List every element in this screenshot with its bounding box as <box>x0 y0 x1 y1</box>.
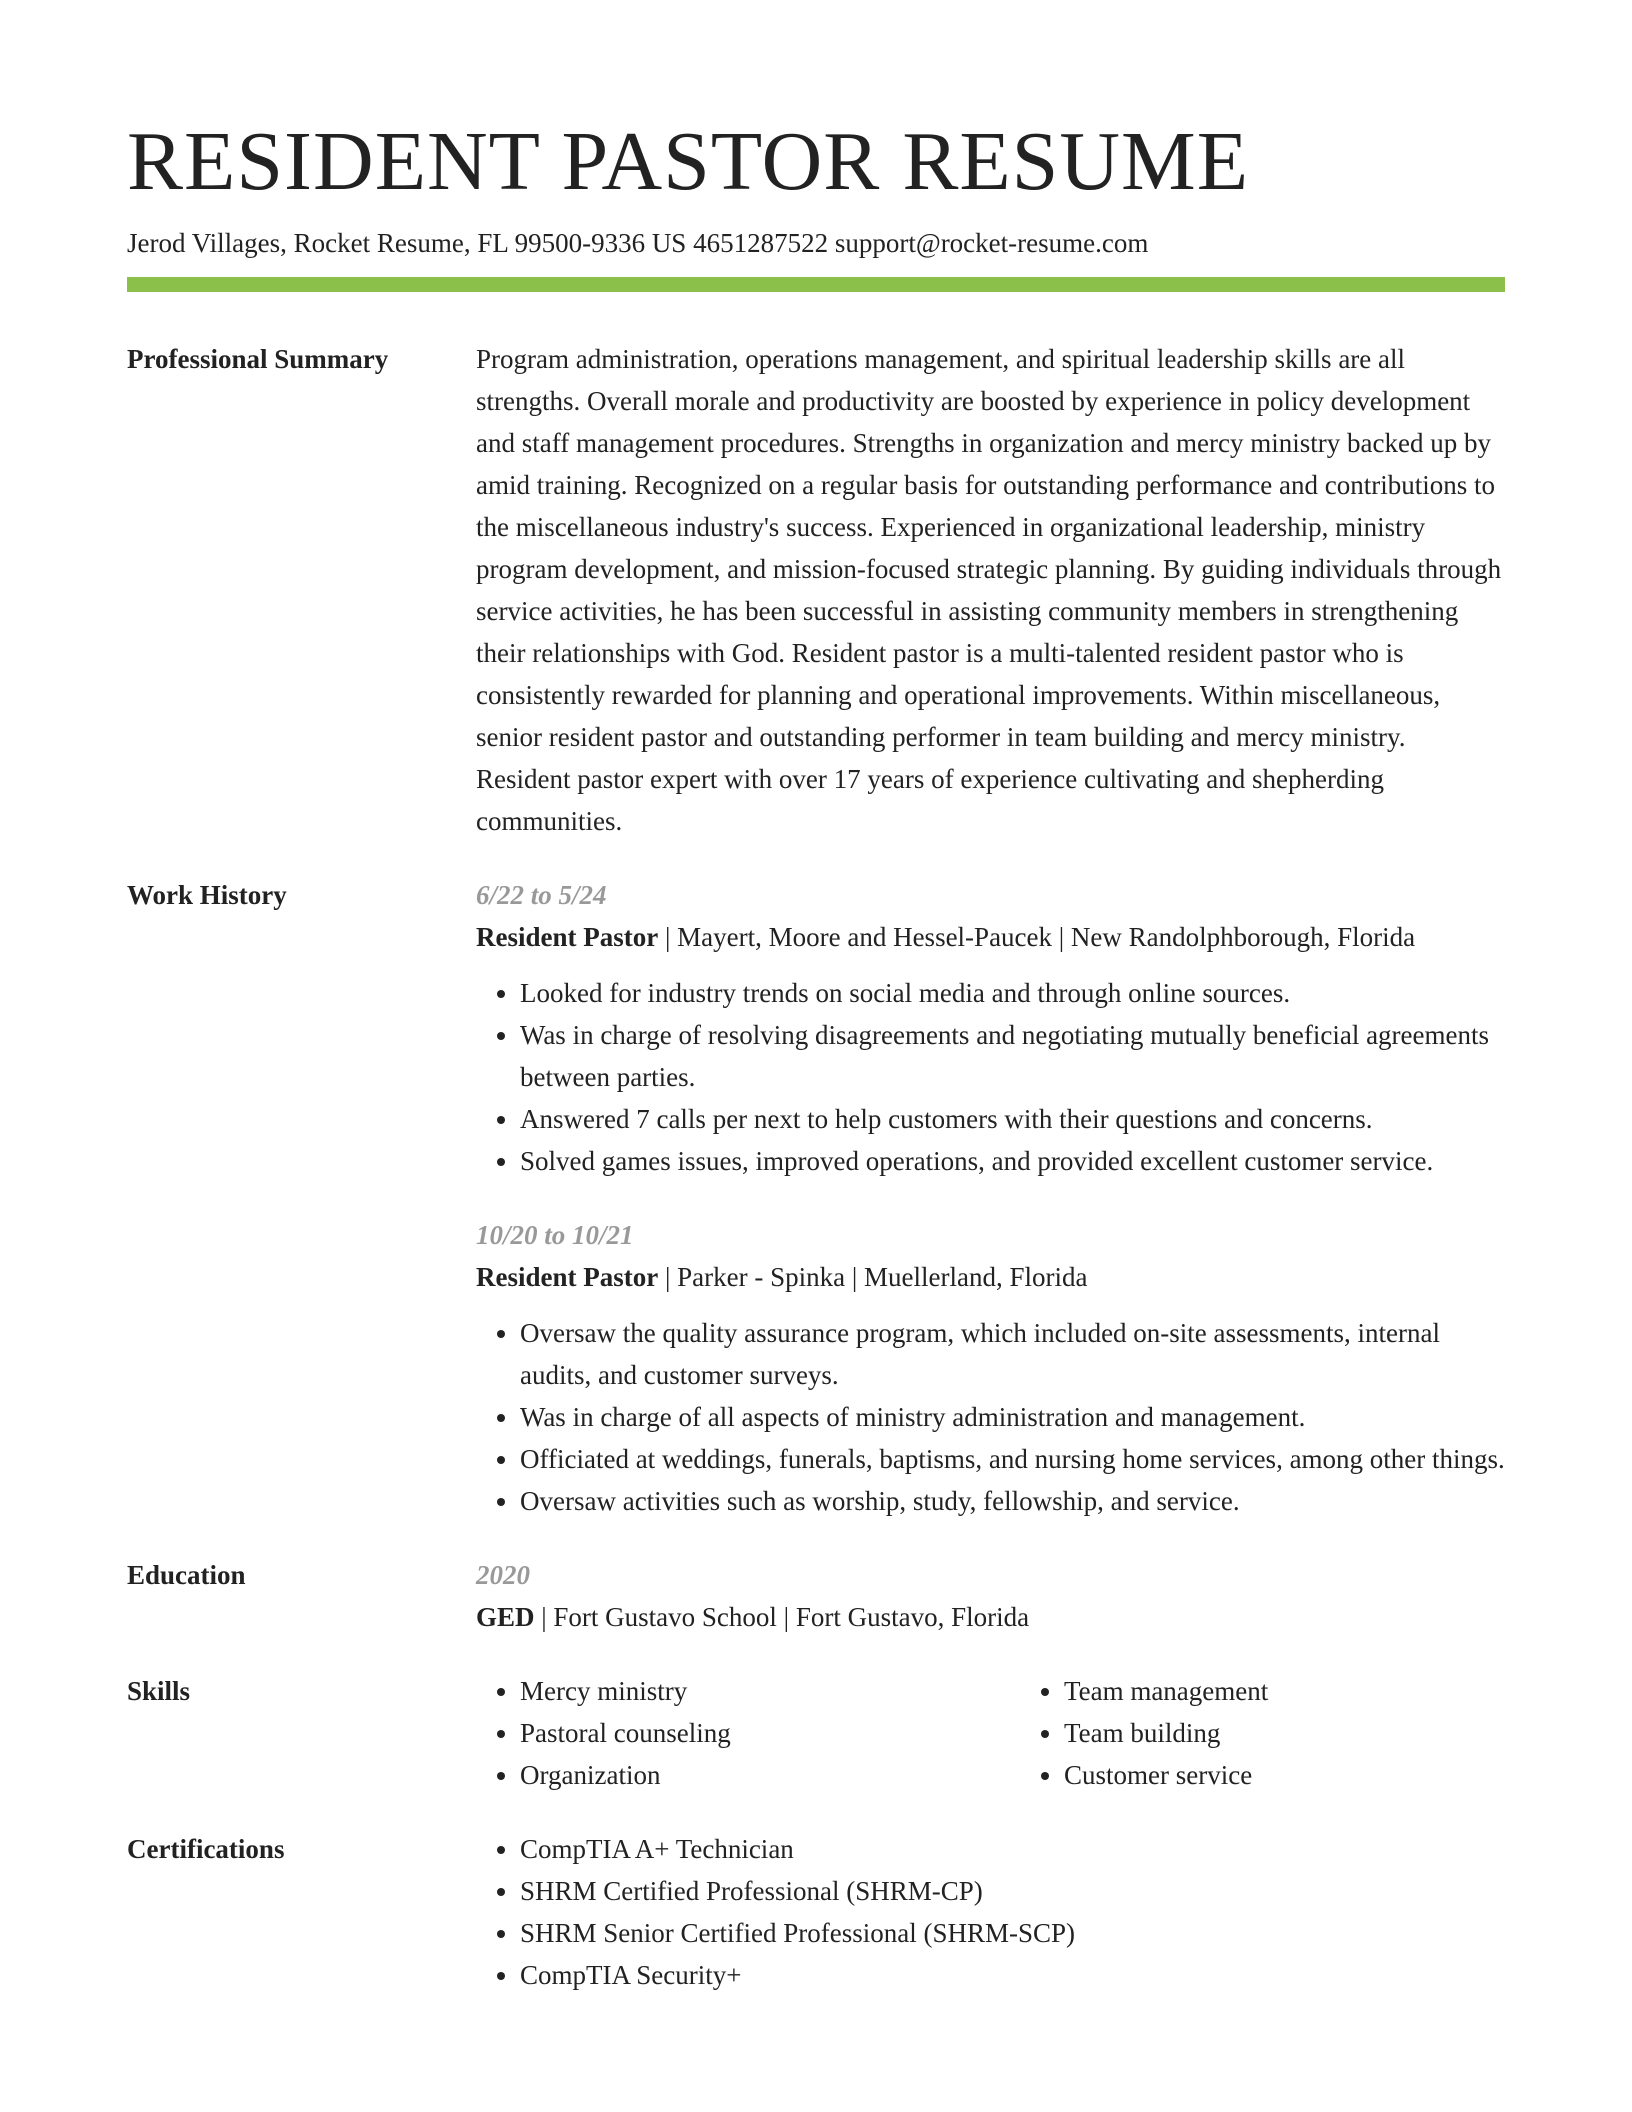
contact-line: Jerod Villages, Rocket Resume, FL 99500-9336 US 4651287522 support@rocket-resume.com <box>127 228 1149 258</box>
summary-text: Program administration, operations management, and spiritual leadership skills are all strengths. Overall morale and productivity are boosted by experience in policy development and staff management procedures. Strengths in organization and mercy ministry backed up by amid training. Recognized on a regular basis for outstanding performance and contributions to the miscellaneous industry's success. Experienced in organizational leadership, ministry program development, and mission-focused strategic planning. By guiding individuals through service activities, he has been successful in assisting community members in strengthening their relationships with God. Resident pastor is a multi-talented resident pastor who is consistently rewarded for planning and operational improvements. Within miscellaneous, senior resident pastor and outstanding performer in team building and mercy ministry. Resident pastor expert with over 17 years of experience cultivating and shepherding communities. <box>476 344 1502 837</box>
summary-heading: Professional Summary <box>127 344 389 375</box>
list-item: • SHRM Certified Professional (SHRM-CP) <box>520 1870 1505 1912</box>
list-item: • Solved games issues, improved operations, and provided excellent customer service. <box>520 1140 1505 1182</box>
certifications-heading: Certifications <box>127 1834 285 1865</box>
skills-heading: Skills <box>127 1676 191 1707</box>
list-item: • Oversaw activities such as worship, study, fellowship, and service. <box>520 1480 1505 1522</box>
job-details: | Mayert, Moore and Hessel-Paucek | New Randolphborough, Florida <box>658 922 1416 953</box>
list-item: • Team building <box>1064 1712 1564 1754</box>
job-entry <box>476 1214 1505 1522</box>
resume-title: RESIDENT PASTOR RESUME <box>127 115 1250 208</box>
skills-grid <box>476 1670 1564 1796</box>
certifications-section <box>127 1828 1505 1996</box>
list-item: • Oversaw the quality assurance program, which included on-site assessments, internal audits, and customer surveys. <box>520 1312 1505 1396</box>
education-year: 2020 <box>476 1560 530 1591</box>
job-dates: 10/20 to 10/21 <box>476 1220 634 1251</box>
job-title: Resident Pastor <box>476 1262 659 1293</box>
job-heading <box>476 1256 1505 1298</box>
job-bullets <box>476 1312 1505 1522</box>
list-item: • Looked for industry trends on social media and through online sources. <box>520 972 1505 1014</box>
list-item: • Mercy ministry <box>520 1670 1020 1712</box>
list-item: • Team management <box>1064 1670 1564 1712</box>
list-item: • Answered 7 calls per next to help customers with their questions and concerns. <box>520 1098 1505 1140</box>
list-item: • Customer service <box>1064 1754 1564 1796</box>
list-item: • Pastoral counseling <box>520 1712 1020 1754</box>
summary-section <box>127 338 1505 842</box>
list-item: • Organization <box>520 1754 1020 1796</box>
education-heading: Education <box>127 1560 246 1591</box>
work-history-section <box>127 874 1505 1522</box>
list-item: • Was in charge of resolving disagreements and negotiating mutually beneficial agreements between parties. <box>520 1014 1505 1098</box>
list-item: • CompTIA A+ Technician <box>520 1828 1505 1870</box>
list-item: • SHRM Senior Certified Professional (SHRM-SCP) <box>520 1912 1505 1954</box>
work-history-heading: Work History <box>127 880 287 911</box>
accent-divider <box>127 277 1505 292</box>
skills-column-right <box>1020 1670 1564 1796</box>
education-entry <box>476 1596 1505 1638</box>
job-entry <box>476 874 1505 1182</box>
certifications-list <box>476 1828 1505 1996</box>
job-heading <box>476 916 1505 958</box>
education-details: | Fort Gustavo School | Fort Gustavo, Florida <box>534 1602 1030 1633</box>
skills-column-left <box>476 1670 1020 1796</box>
list-item: • Officiated at weddings, funerals, baptisms, and nursing home services, among other things. <box>520 1438 1505 1480</box>
job-bullets <box>476 972 1505 1182</box>
education-section <box>127 1554 1505 1638</box>
list-item: • CompTIA Security+ <box>520 1954 1505 1996</box>
list-item: • Was in charge of all aspects of ministry administration and management. <box>520 1396 1505 1438</box>
skills-section <box>127 1670 1505 1796</box>
education-degree: GED <box>476 1602 535 1633</box>
job-title: Resident Pastor <box>476 922 659 953</box>
job-dates: 6/22 to 5/24 <box>476 880 607 911</box>
job-details: | Parker - Spinka | Muellerland, Florida <box>658 1262 1088 1293</box>
